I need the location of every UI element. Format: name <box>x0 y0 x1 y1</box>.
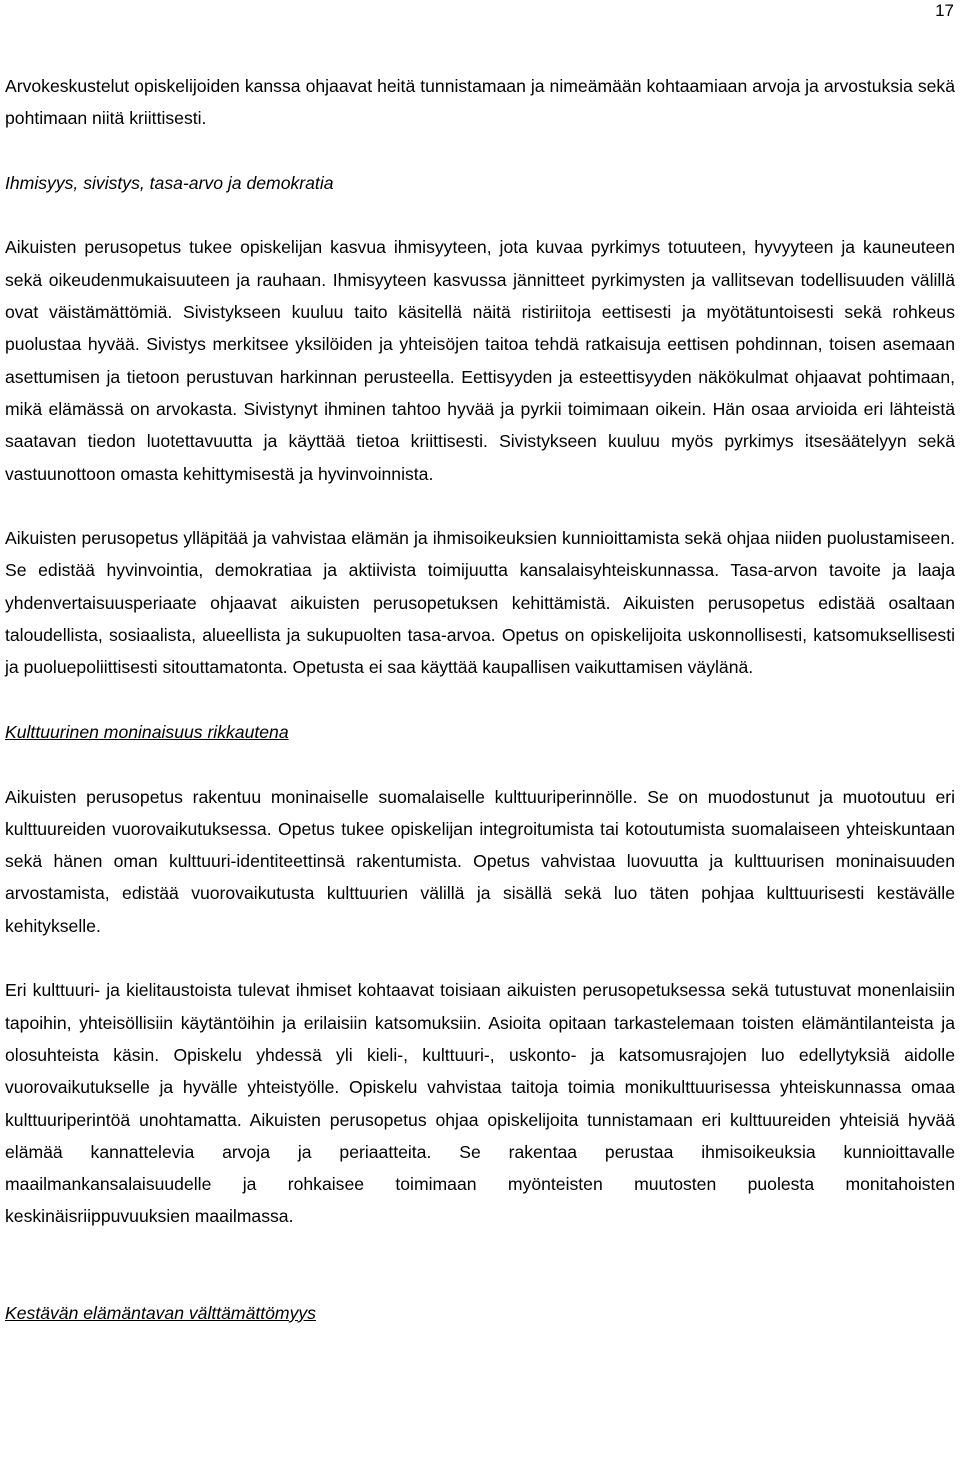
intro-paragraph: Arvokeskustelut opiskelijoiden kanssa ohjaavat heitä tunnistamaan ja nimeämään kohtaamiaan arvoja ja arvostuksia sekä pohtimaan niitä kriittisesti. <box>5 76 955 129</box>
document-body <box>5 70 955 1329</box>
section-heading-cultural-diversity: Kulttuurinen moninaisuus rikkautena <box>5 721 289 742</box>
paragraph-cultural-encounters: Eri kulttuuri- ja kielitaustoista tulevat ihmiset kohtaavat toisiaan aikuisten perusopetuksessa sekä tutustuvat monenlaisiin tapoihin, yhteisöllisiin käytäntöihin ja erilaisiin katsomuksiin. Asioita opitaan tarkastelemaan toisten elämäntilanteista ja olosuhteista käsin. Opiskelu yhdessä yli kieli-, kulttuuri-, uskonto- ja katsomusrajojen luo edellytyksiä aidolle vuorovaikutukselle ja hyvälle yhteistyölle. Opiskelu vahvistaa taitoja toimia monikulttuurisessa yhteiskunnassa omaa kulttuuriperintöä unohtamatta. Aikuisten perusopetus ohjaa opiskelijoita tunnistamaan eri kulttuureiden yhteisiä hyvää elämää kannattelevia arvoja ja periaatteita. Se rakentaa perustaa ihmisoikeuksia kunnioittavalle maailmankansalaisuudelle ja rohkaisee toimimaan myönteisten muutosten puolesta monitahoisten keskinäisriippuvuuksien maailmassa. <box>5 980 955 1227</box>
page-number: 17 <box>935 1 954 20</box>
section-heading-humanity: Ihmisyys, sivistys, tasa-arvo ja demokratia <box>5 172 334 193</box>
paragraph-democracy: Aikuisten perusopetus ylläpitää ja vahvistaa elämän ja ihmisoikeuksien kunnioittamista sekä ohjaa niiden puolustamiseen. Se edistää hyvinvointia, demokratiaa ja aktiivista toimijuutta kansalaisyhteiskunnassa. Tasa-arvon tavoite ja laaja yhdenvertaisuusperiaate ohjaavat aikuisten perusopetuksen kehittämistä. Aikuisten perusopetus edistää osaltaan taloudellista, sosiaalista, alueellista ja sukupuolten tasa-arvoa. Opetus on opiskelijoita uskonnollisesti, katsomuksellisesti ja puoluepoliittisesti sitouttamatonta. Opetusta ei saa käyttää kaupallisen vaikuttamisen väylänä. <box>5 528 955 678</box>
section-spacer <box>5 1233 955 1297</box>
paragraph-humanity: Aikuisten perusopetus tukee opiskelijan kasvua ihmisyyteen, jota kuvaa pyrkimys totuuteen, hyvyyteen ja kauneuteen sekä oikeudenmukaisuuteen ja rauhaan. Ihmisyyteen kasvussa jännitteet pyrkimysten ja vallitsevan todellisuuden välillä ovat väistämättömiä. Sivistykseen kuuluu taito käsitellä näitä ristiriitoja eettisesti ja myötätuntoisesti sekä rohkeus puolustaa hyvää. Sivistys merkitsee yksilöiden ja yhteisöjen taitoa tehdä ratkaisuja eettisen pohdinnan, toisen asemaan asettumisen ja tietoon perustuvan harkinnan perusteella. Eettisyyden ja esteettisyyden näkökulmat ohjaavat pohtimaan, mikä elämässä on arvokasta. Sivistynyt ihminen tahtoo hyvää ja pyrkii toimimaan oikein. Hän osaa arvioida eri lähteistä saatavan tiedon luotettavuutta ja käyttää tietoa kriittisesti. Sivistykseen kuuluu myös pyrkimys itsesäätelyyn sekä vastuunottoon omasta kehittymisestä ja hyvinvoinnista. <box>5 237 955 484</box>
paragraph-cultural-heritage: Aikuisten perusopetus rakentuu moninaiselle suomalaiselle kulttuuriperinnölle. Se on muodostunut ja muotoutuu eri kulttuureiden vuorovaikutuksessa. Opetus tukee opiskelijan integroitumista tai kotoutumista suomalaiseen yhteiskuntaan sekä hänen oman kulttuuri-identiteettinsä rakentumista. Opetus vahvistaa luovuutta ja kulttuurisen moninaisuuden arvostamista, edistää vuorovaikutusta kulttuurien välillä ja sisällä sekä luo täten pohjaa kulttuurisesti kestävälle kehitykselle. <box>5 786 955 936</box>
section-heading-sustainable-lifestyle: Kestävän elämäntavan välttämättömyys <box>5 1302 316 1323</box>
